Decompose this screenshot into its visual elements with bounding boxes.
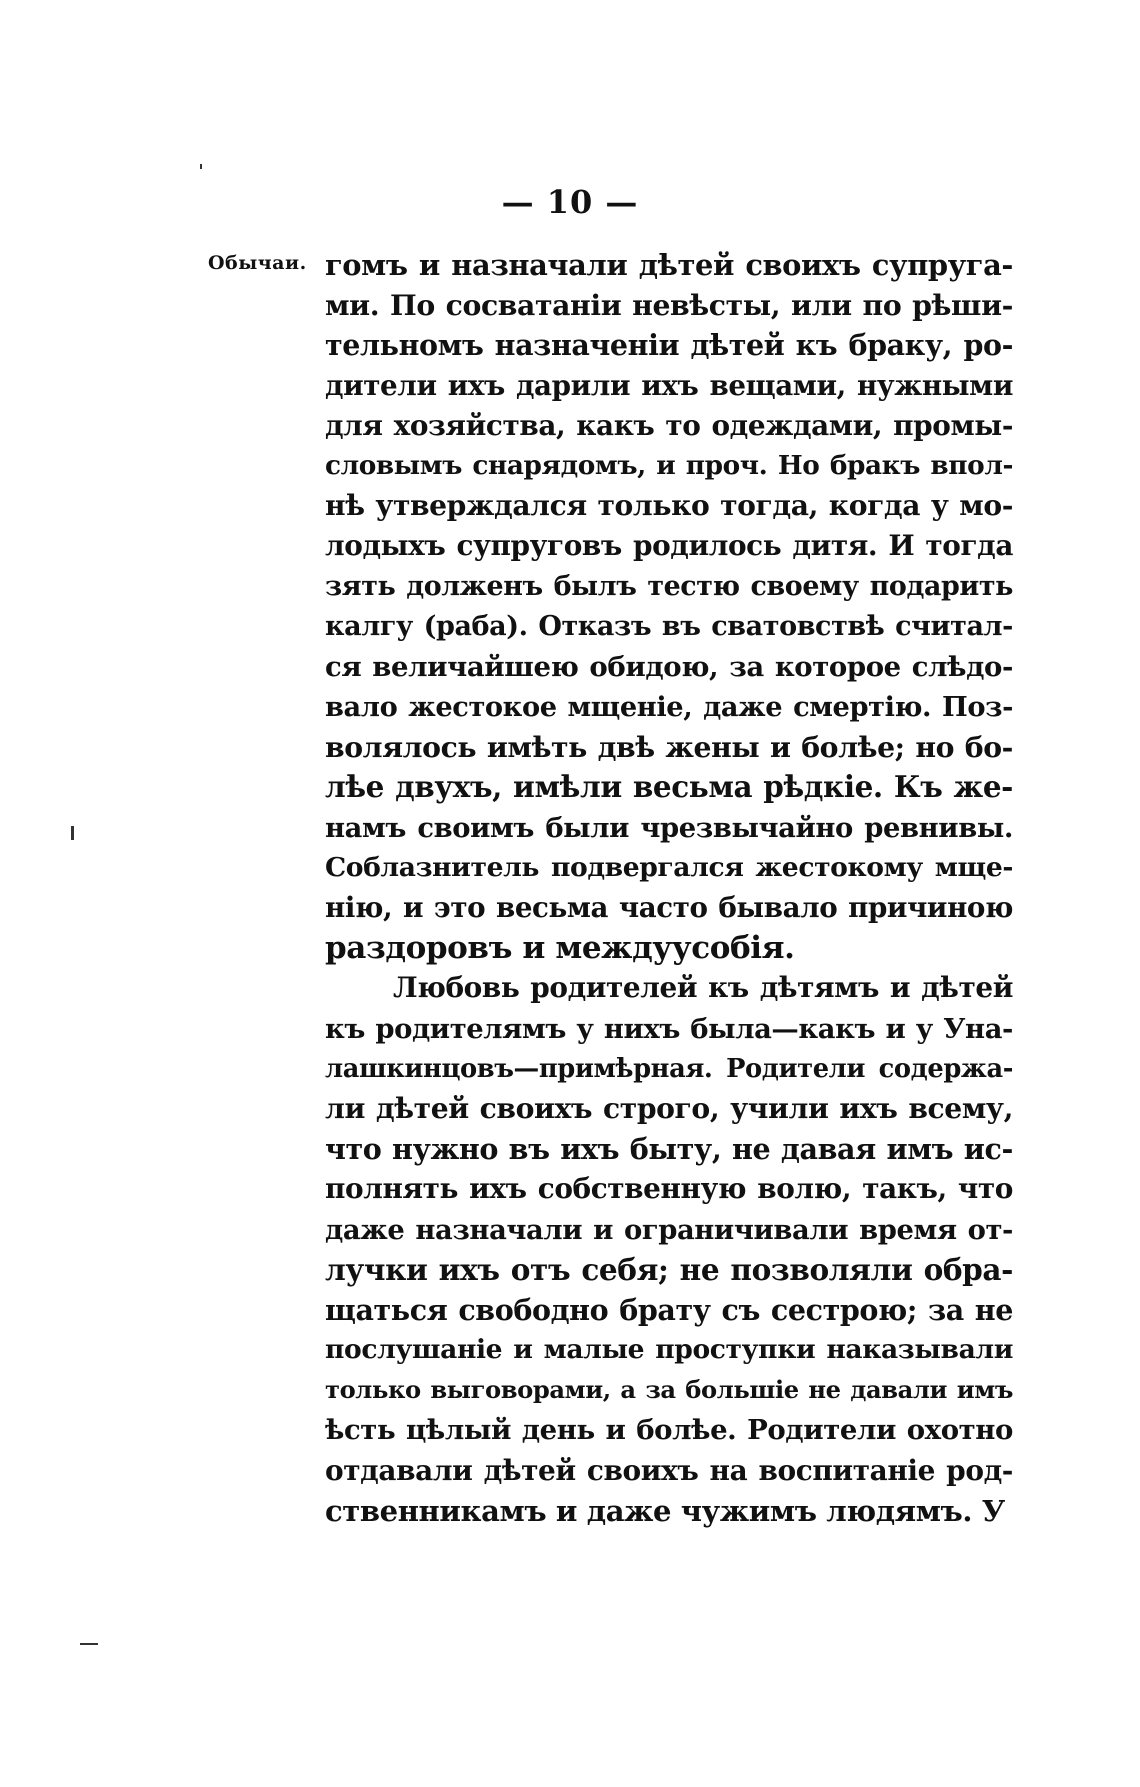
text-line: волялось имѣть двѣ жены и болѣе; но бо-	[325, 730, 1013, 765]
text-line: намъ своимъ были чрезвычайно ревнивы.	[325, 811, 1013, 844]
scan-speck	[200, 164, 202, 169]
paragraph-2	[325, 968, 1013, 1531]
text-line: Любовь родителей къ дѣтямъ и дѣтей	[393, 971, 1013, 1005]
text-line: лодыхъ супруговъ родилось дитя. И тогда	[325, 529, 1013, 563]
text-line: полнять ихъ собственную волю, такъ, что	[325, 1172, 1013, 1206]
text-line: ся величайшею обидою, за которое слѣдо-	[325, 650, 1013, 683]
text-line: ли дѣтей своихъ строго, учили ихъ всему,	[325, 1091, 1013, 1125]
paragraph-1	[325, 245, 1013, 968]
text-line: отдавали дѣтей своихъ на воспитаніе род-	[325, 1453, 1013, 1487]
text-line: послушаніе и малые проступки наказывали	[325, 1334, 1013, 1366]
scan-mark	[80, 1643, 98, 1645]
text-line: къ родителямъ у нихъ была—какъ и у Уна-	[325, 1012, 1013, 1045]
text-line: Соблазнитель подвергался жестокому мще-	[325, 851, 1013, 883]
text-line: для хозяйства, какъ то одеждами, промы-	[325, 408, 1013, 442]
text-line: что нужно въ ихъ быту, не давая имъ ис-	[325, 1132, 1013, 1167]
text-line: нѣ утверждался только тогда, когда у мо-	[325, 489, 1013, 523]
scan-mark	[71, 826, 74, 840]
page-number: — 10 —	[501, 183, 639, 221]
text-line: даже назначали и ограничивали время от-	[325, 1213, 1013, 1246]
text-line: раздоровъ и междуусобія.	[325, 930, 795, 967]
text-line: щаться свободно брату съ сестрою; за не	[325, 1292, 1013, 1327]
text-line: зять долженъ былъ тестю своему подарить	[325, 570, 1013, 602]
margin-note: Обычаи.	[208, 252, 307, 274]
body-text	[325, 245, 1013, 1531]
text-line: тельномъ назначеніи дѣтей къ браку, ро-	[325, 328, 1013, 363]
text-line: ѣсть цѣлый день и болѣе. Родители охотно	[325, 1414, 1013, 1447]
text-line: только выговорами, а за большіе не давали имъ	[325, 1375, 1013, 1405]
text-line: лучки ихъ отъ себя; не позволяли обра-	[325, 1251, 1013, 1287]
text-line: вало жестокое мщеніе, даже смертію. Поз-	[325, 691, 1013, 724]
text-line: ми. По сосватаніи невѣсты, или по рѣши-	[325, 288, 1013, 323]
text-line: дители ихъ дарили ихъ вещами, нужными	[325, 368, 1013, 402]
text-line: ственникамъ и даже чужимъ людямъ. У	[325, 1493, 1005, 1528]
text-line: гомъ и назначали дѣтей своихъ супруга-	[325, 248, 1013, 282]
text-line: нію, и это весьма часто бывало причиною	[325, 891, 1013, 924]
text-line: словымъ снарядомъ, и проч. Но бракъ впол-	[325, 449, 1013, 481]
text-line: лашкинцовъ—примѣрная. Родители содержа-	[325, 1053, 1013, 1084]
text-line: лѣе двухъ, имѣли весьма рѣдкіе. Къ же-	[325, 769, 1013, 805]
text-line: калгу (раба). Отказъ въ сватовствѣ считал-	[325, 610, 1013, 642]
